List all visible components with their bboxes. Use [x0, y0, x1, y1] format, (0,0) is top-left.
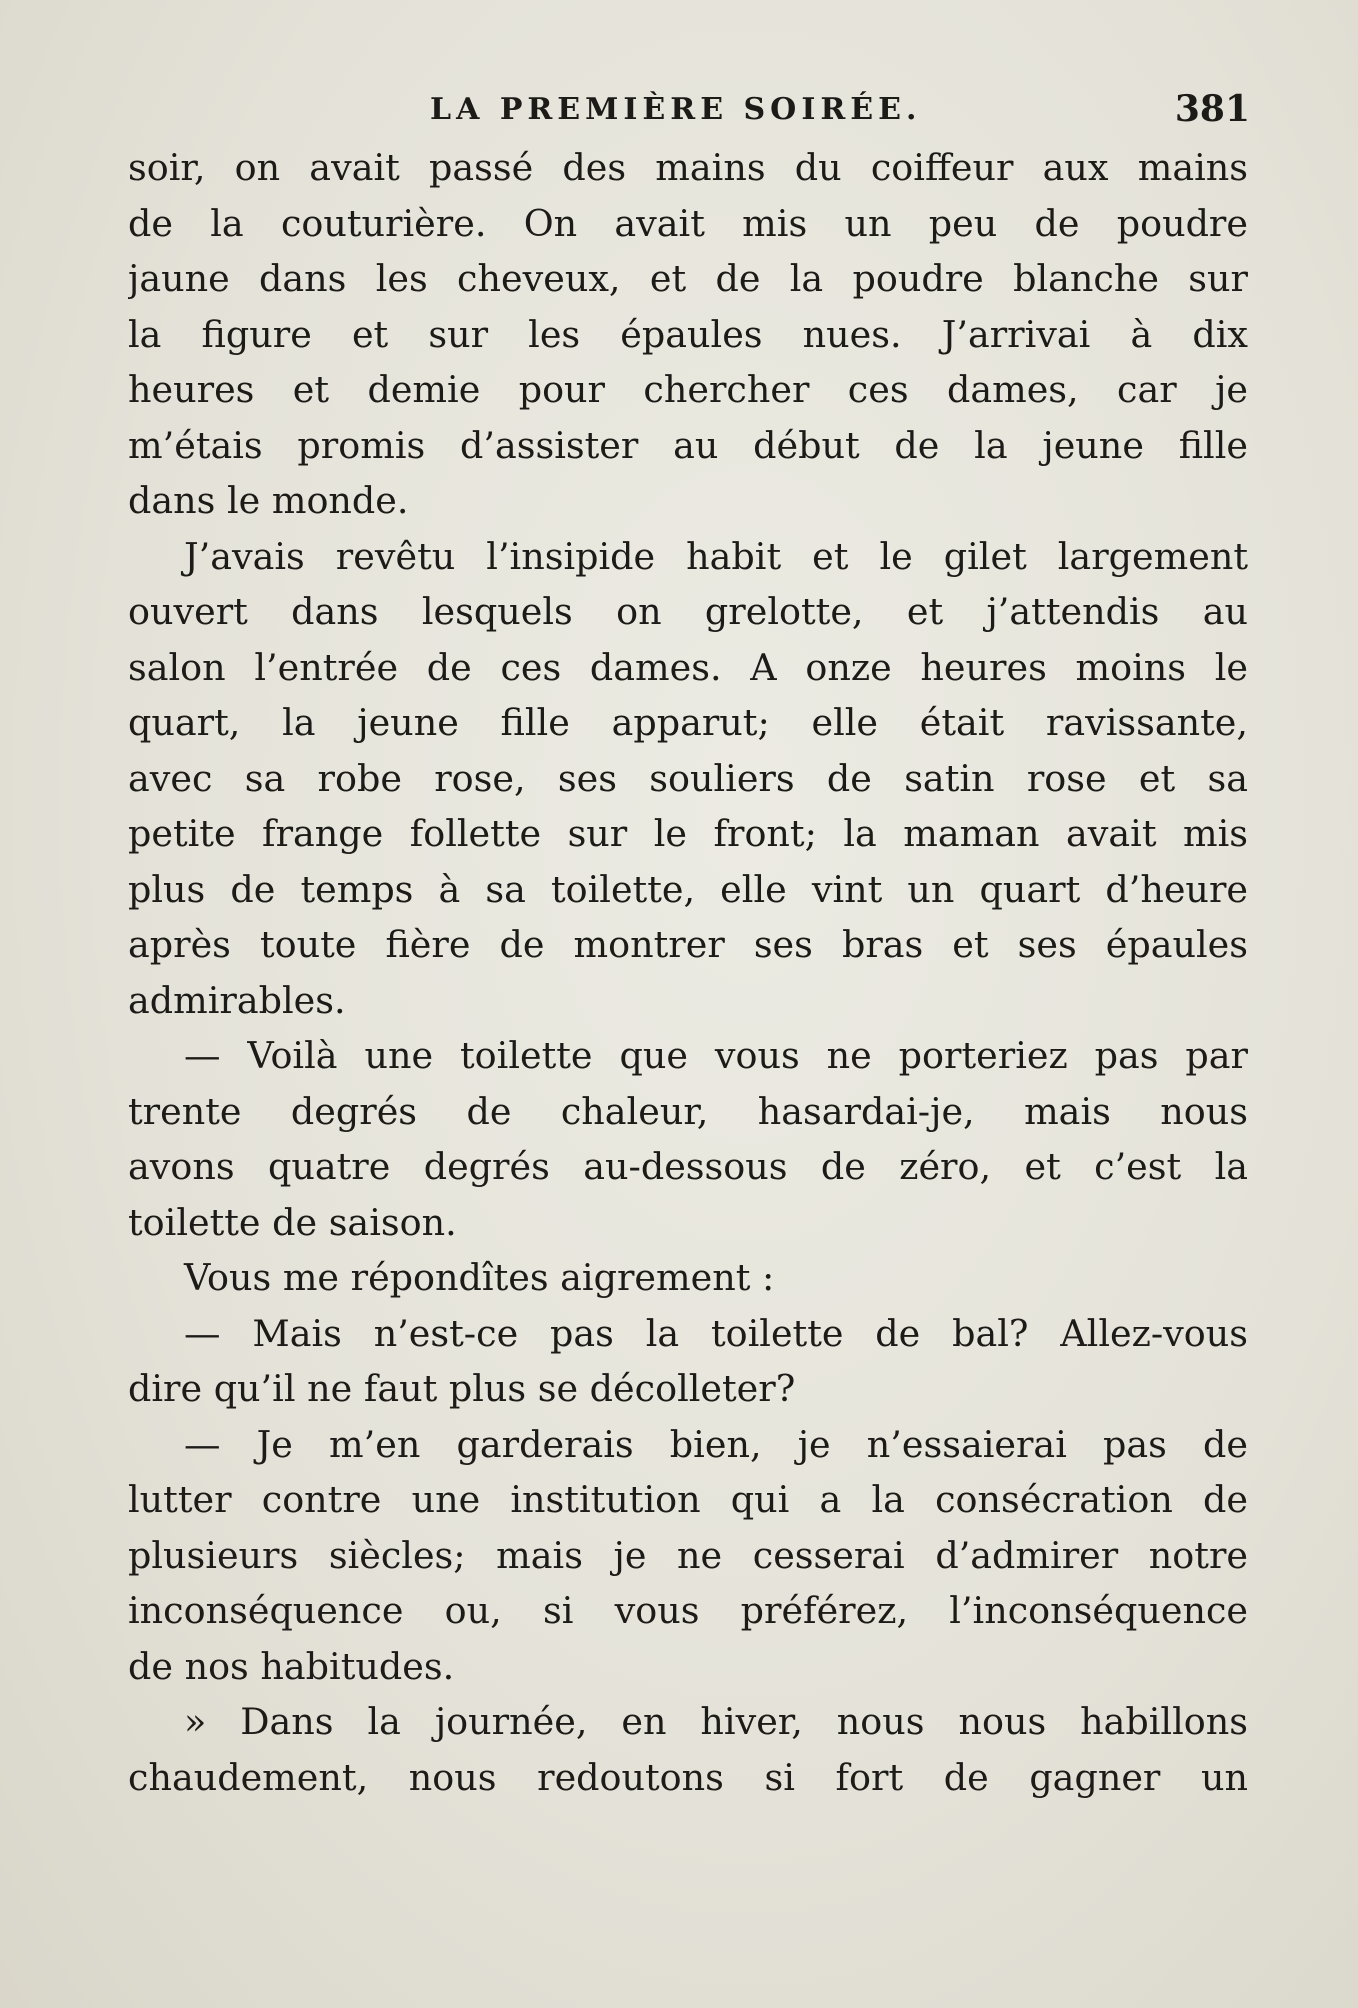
text-line: J’avais revêtu l’insipide habit et le gilet largement: [184, 534, 1248, 578]
text-line: inconséquence ou, si vous préférez, l’inconséquence: [128, 1589, 1248, 1632]
page-number: 381: [1174, 88, 1250, 130]
text-line: de la couturière. On avait mis un peu de poudre: [128, 201, 1248, 245]
body-text: [128, 140, 1248, 1805]
text-line: soir, on avait passé des mains du coiffeur aux mains: [128, 146, 1248, 189]
text-line: — Mais n’est-ce pas la toilette de bal? Allez-vous: [184, 1311, 1248, 1355]
page-header: [130, 88, 1250, 138]
text-line: dans le monde.: [128, 479, 409, 522]
text-line: chaudement, nous redoutons si fort de gagner un: [128, 1755, 1248, 1799]
text-line: quart, la jeune fille apparut; elle était ravissante,: [128, 701, 1248, 744]
text-line: la figure et sur les épaules nues. J’arrivai à dix: [128, 312, 1248, 356]
text-line: Vous me répondîtes aigrement :: [184, 1256, 775, 1299]
text-line: salon l’entrée de ces dames. A onze heures moins le: [128, 645, 1248, 689]
text-line: — Je m’en garderais bien, je n’essaierai pas de: [184, 1422, 1248, 1466]
text-line: dire qu’il ne faut plus se décolleter?: [128, 1367, 796, 1410]
text-line: avons quatre degrés au-dessous de zéro, et c’est la: [128, 1145, 1248, 1188]
text-line: m’étais promis d’assister au début de la jeune fille: [128, 423, 1248, 467]
text-line: — Voilà une toilette que vous ne porteriez pas par: [184, 1034, 1248, 1077]
text-line: avec sa robe rose, ses souliers de satin rose et sa: [128, 756, 1248, 800]
text-line: plusieurs siècles; mais je ne cesserai d’admirer notre: [128, 1533, 1248, 1577]
text-line: après toute fière de montrer ses bras et ses épaules: [128, 923, 1248, 966]
text-line: plus de temps à sa toilette, elle vint un quart d’heure: [128, 867, 1248, 911]
text-line: petite frange follette sur le front; la maman avait mis: [128, 812, 1248, 855]
text-line: heures et demie pour chercher ces dames, car je: [128, 368, 1248, 411]
text-line: trente degrés de chaleur, hasardai-je, mais nous: [128, 1089, 1248, 1133]
text-line: de nos habitudes.: [128, 1644, 455, 1688]
text-line: lutter contre une institution qui a la consécration de: [128, 1478, 1248, 1521]
text-line: admirables.: [128, 978, 346, 1022]
text-line: toilette de saison.: [128, 1200, 457, 1244]
text-line: » Dans la journée, en hiver, nous nous habillons: [184, 1700, 1248, 1743]
text-line: ouvert dans lesquels on grelotte, et j’attendis au: [128, 590, 1248, 633]
running-title: LA PREMIÈRE SOIRÉE.: [430, 92, 922, 127]
text-line: jaune dans les cheveux, et de la poudre blanche sur: [128, 257, 1248, 300]
